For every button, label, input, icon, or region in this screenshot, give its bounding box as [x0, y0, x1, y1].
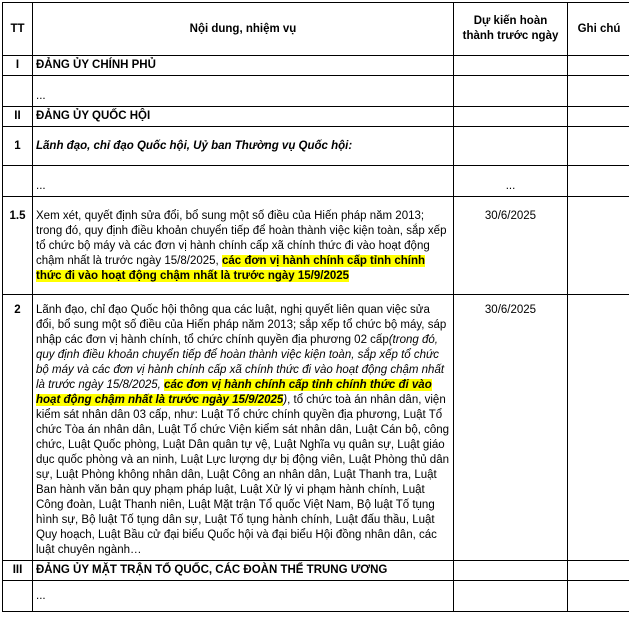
item-row-2: [3, 295, 629, 561]
row-deadline: [454, 56, 568, 76]
row-note: [568, 56, 629, 76]
header-row: [3, 3, 629, 56]
row-deadline: [454, 107, 568, 127]
row-note: [568, 107, 629, 127]
row-note: [568, 76, 629, 107]
placeholder-row-1: [3, 76, 629, 107]
row-note: [568, 561, 629, 581]
row-tt: [3, 76, 33, 107]
row-tt: III: [3, 561, 33, 581]
item-content: [33, 197, 454, 295]
row-note: [568, 166, 629, 197]
row-deadline: [454, 127, 568, 166]
italic-text-close: ): [283, 394, 287, 406]
row-tt: II: [3, 107, 33, 127]
placeholder-deadline: ...: [454, 166, 568, 197]
row-note: [568, 197, 629, 295]
section-row-1: [3, 56, 629, 76]
row-note: [568, 127, 629, 166]
section-row-3: [3, 561, 629, 581]
header-note: Ghi chú: [568, 3, 629, 56]
row-note: [568, 295, 629, 561]
section-title: ĐẢNG ỦY MẶT TRẬN TỔ QUỐC, CÁC ĐOÀN THỂ TRUNG ƯƠNG: [33, 561, 454, 581]
row-tt: [3, 166, 33, 197]
content-text: Lãnh đạo, chỉ đạo Quốc hội thông qua các luật, nghị quyết liên quan việc sửa đổi, bổ sung một số điều của Hiến pháp năm 2013; sắp xếp tổ chức bộ máy, sáp nhập các đơn vị hành chính, tổ chức chính quyền địa phương 02 cấp: [36, 304, 446, 346]
placeholder-row-3: [3, 581, 629, 612]
row-tt: 1: [3, 127, 33, 166]
item-row-1: [3, 127, 629, 166]
placeholder-row-2: [3, 166, 629, 197]
row-tt: I: [3, 56, 33, 76]
highlighted-text: các đơn vị hành chính cấp tỉnh chính thức đi vào hoạt động chậm nhất là trước ngày 15/9/2025: [36, 379, 432, 406]
item-content: [33, 295, 454, 561]
placeholder-text: ...: [33, 581, 454, 612]
highlighted-text: các đơn vị hành chính cấp tỉnh chính thức đi vào hoạt động chậm nhất là trước ngày 15/9/2025: [36, 255, 425, 282]
row-deadline: [454, 581, 568, 612]
row-deadline: 30/6/2025: [454, 197, 568, 295]
row-deadline: [454, 561, 568, 581]
row-tt: [3, 581, 33, 612]
header-content: Nội dung, nhiệm vụ: [33, 3, 454, 56]
row-tt: 2: [3, 295, 33, 561]
row-note: [568, 581, 629, 612]
row-deadline: 30/6/2025: [454, 295, 568, 561]
placeholder-text: ...: [33, 166, 454, 197]
section-row-2: [3, 107, 629, 127]
header-tt: TT: [3, 3, 33, 56]
row-tt: 1.5: [3, 197, 33, 295]
row-deadline: [454, 76, 568, 107]
section-title: ĐẢNG ỦY QUỐC HỘI: [33, 107, 454, 127]
italic-text: (trong đó, quy định điều khoản chuyển tiếp để hoàn thành việc kiện toàn, sắp xếp tổ chức bộ máy và các đơn vị hành chính cấp xã chính thức đi vào hoạt động chậm nhất là trước ngày 15/8/2025,: [36, 334, 444, 391]
section-title: ĐẢNG ỦY CHÍNH PHỦ: [33, 56, 454, 76]
item-row-1-5: [3, 197, 629, 295]
item-title: Lãnh đạo, chỉ đạo Quốc hội, Uỷ ban Thường vụ Quốc hội:: [33, 127, 454, 166]
placeholder-text: ...: [33, 76, 454, 107]
content-text-cont: , tổ chức toà án nhân dân, viện kiểm sát nhân dân 03 cấp, như: Luật Tổ chức chính quyền địa phương, Luật Tổ chức Tòa án nhân dân, Luật Tổ chức Viện kiểm sát nhân dân, Luật Cán bộ, công chức, Luật Quốc phòng, Luật Dân quân tự vệ, Luật Nghĩa vụ quân sự, Luật giáo dục quốc phòng và an ninh, Luật Lực lượng dự bị động viên, Luật Phòng thủ dân sự, Luật Phòng không nhân dân, Luật Công an nhân dân, Luật Thanh tra, Luật Ban hành văn bản quy phạm pháp luật, Luật Xử lý vi phạm hành chính, Luật Công đoàn, Luật Thanh niên, Luật Mặt trận Tổ quốc Việt Nam, Bộ luật Tố tụng hình sự, Bộ luật Tố tụng dân sự, Luật Tố tụng hành chính, Luật đấu thầu, Luật Quy hoạch, Luật Bầu cử đại biểu Quốc hội và đại biểu Hội đồng nhân dân, các luật chuyên ngành…: [36, 394, 449, 556]
content-text: Xem xét, quyết định sửa đổi, bổ sung một số điều của Hiến pháp năm 2013; trong đó, quy định điều khoản chuyển tiếp để hoàn thành việc kiện toàn, sắp xếp tổ chức bộ máy và các đơn vị hành chính cấp xã chính thức đi vào hoạt động chậm nhất là trước ngày 15/8/2025,: [36, 210, 446, 267]
header-deadline: Dự kiến hoàn thành trước ngày: [454, 3, 568, 56]
task-table: [2, 2, 629, 612]
